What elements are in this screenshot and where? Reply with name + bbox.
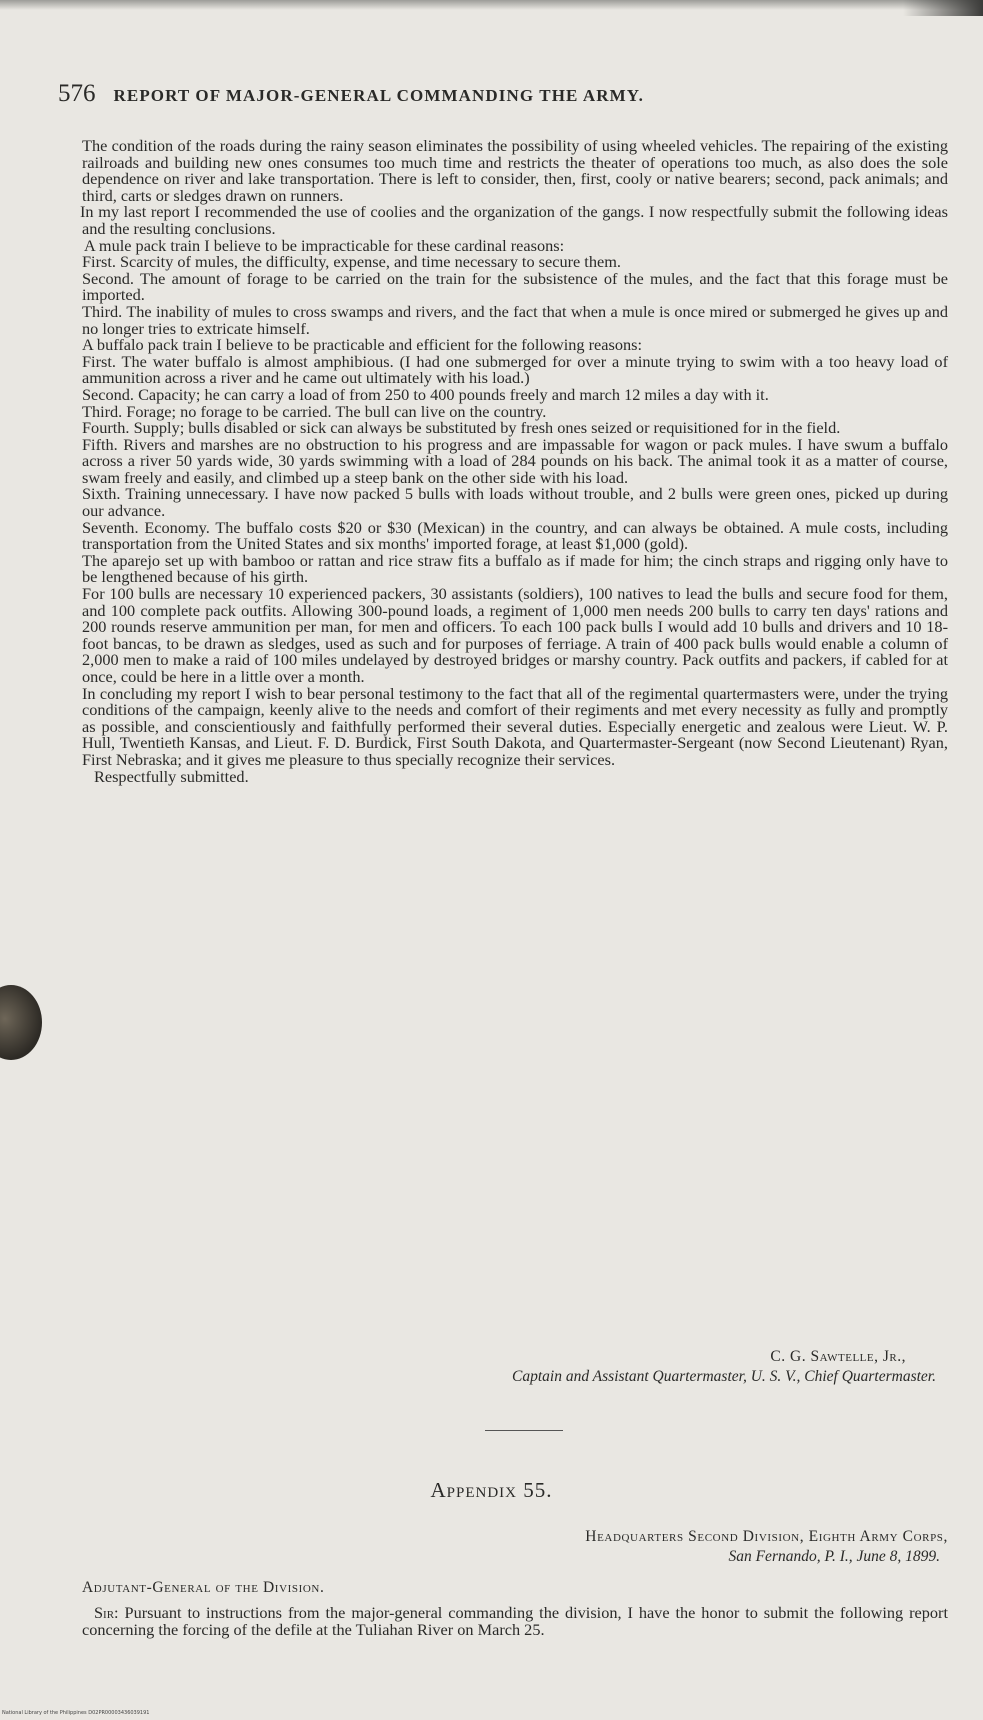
- library-stamp: National Library of the Philippines D02PR00003436039191: [2, 1710, 150, 1716]
- paragraph: First. Scarcity of mules, the difficulty, expense, and time necessary to secure them.: [82, 252, 621, 272]
- page-header: [58, 80, 938, 108]
- salutation: Sir:: [94, 1603, 119, 1622]
- corner-smudge: [903, 0, 983, 16]
- addressee: Adjutant-General of the Division.: [82, 1579, 325, 1596]
- section-divider: [485, 1430, 563, 1431]
- headquarters-block: [82, 1527, 948, 1567]
- paragraph: Fourth. Supply; bulls disabled or sick can always be substituted by fresh ones seized or requisitioned for in the field.: [82, 418, 841, 438]
- signatory-title: Captain and Assistant Quartermaster, U. S. V., Chief Quartermaster.: [512, 1368, 936, 1385]
- paragraph: For 100 bulls are necessary 10 experienced packers, 30 assistants (soldiers), 100 natives to lead the bulls and secure food for them, and 100 complete pack outfits. Allowing 300-pound loads, a regiment of 1,000 men needs 200 bulls to carry ten days' rations and 200 rounds reserve ammunition per man, for men and officers. To each 100 pack bulls I would add 10 bulls and drivers and 10 18-foot bancas, to be drawn as sledges, used as such and for purposes of ferriage. A train of 400 pack bulls would enable a column of 2,000 men to make a raid of 100 miles undelayed by destroyed bridges or marshy country. Pack outfits and packers, if cabled for at once, could be here in a little over a month.: [82, 584, 948, 686]
- paragraph: The condition of the roads during the rainy season eliminates the possibility of using wheeled vehicles. The repairing of the existing railroads and building new ones consumes too much time and restricts the theater of operations too much, as also does the sole dependence on river and lake transportation. There is left to consider, then, first, cooly or native bearers; second, pack animals; and third, carts or sledges drawn on runners.: [82, 136, 948, 205]
- paragraph: Seventh. Economy. The buffalo costs $20 or $30 (Mexican) in the country, and can always be obtained. A mule costs, including transportation from the United States and six months' imported forage, at least $1,000 (gold).: [82, 517, 948, 554]
- page-number: 576: [58, 80, 96, 107]
- appendix-title: Appendix 55.: [430, 1478, 553, 1502]
- page-edge-shadow: [0, 0, 983, 10]
- paragraph: First. The water buffalo is almost amphibious. (I had one submerged for over a minute trying to swim with a too heavy load of ammunition across a river and he came out ultimately with his load.): [82, 351, 948, 388]
- letter-opening: [82, 1604, 948, 1638]
- paragraph: Second. Capacity; he can carry a load of from 250 to 400 pounds freely and march 12 miles a day with it.: [82, 384, 769, 404]
- paragraph: In concluding my report I wish to bear personal testimony to the fact that all of the regimental quartermasters were, under the trying conditions of the campaign, keenly alive to the needs and comfort of their regiments and met every necessity as fully and promptly as possible, and conscientiously and faithfully performed their several duties. Especially energetic and zealous were Lieut. W. P. Hull, Twentieth Kansas, and Lieut. F. D. Burdick, First South Dakota, and Quartermaster-Sergeant (now Second Lieutenant) Ryan, First Nebraska; and it gives me pleasure to thus specially recognize their services.: [82, 683, 948, 769]
- paragraph: The aparejo set up with bamboo or rattan and rice straw fits a buffalo as if made for him; the cinch straps and rigging only have to be lengthened because of his girth.: [82, 550, 948, 587]
- signature-block: [82, 1347, 936, 1387]
- running-head: REPORT OF MAJOR-GENERAL COMMANDING THE ARMY.: [113, 86, 644, 105]
- opening-paragraph: Pursuant to instructions from the major-general commanding the division, I have the honor to submit the following report concerning the forcing of the defile at the Tuliahan River on March 25.: [82, 1603, 949, 1639]
- paragraph: A mule pack train I believe to be impracticable for these cardinal reasons:: [84, 235, 565, 255]
- paragraph: Second. The amount of forage to be carried on the train for the subsistence of the mules, and the fact that this forage must be imported.: [82, 268, 948, 305]
- report-body: [82, 138, 948, 785]
- paragraph: Third. The inability of mules to cross swamps and rivers, and the fact that when a mule is once mired or submerged he gives up and no longer tries to extricate himself.: [82, 301, 948, 338]
- paragraph: In my last report I recommended the use of coolies and the organization of the gangs. I now respectfully submit the following ideas and the resulting conclusions.: [80, 202, 948, 238]
- headquarters-line: Headquarters Second Division, Eighth Army Corps,: [585, 1528, 948, 1545]
- paragraph: A buffalo pack train I believe to be practicable and efficient for the following reasons:: [82, 335, 642, 355]
- paragraph: Third. Forage; no forage to be carried. The bull can live on the country.: [82, 401, 547, 421]
- paragraph: Respectfully submitted.: [94, 766, 249, 786]
- paragraph: Fifth. Rivers and marshes are no obstruction to his progress and are impassable for wagon or pack mules. I have swum a buffalo across a river 50 yards wide, 30 yards swimming with a load of 284 pounds on his back. The animal took it as a matter of course, swam freely and easily, and climbed up a steep bank on the other side with his load.: [82, 434, 948, 487]
- scanner-thumb: [0, 985, 42, 1060]
- paragraph: Sixth. Training unnecessary. I have now packed 5 bulls with loads without trouble, and 2 bulls were green ones, picked up during our advance.: [82, 484, 948, 521]
- signatory-name: C. G. Sawtelle, Jr.,: [770, 1348, 906, 1365]
- place-date-line: San Fernando, P. I., June 8, 1899.: [728, 1548, 940, 1565]
